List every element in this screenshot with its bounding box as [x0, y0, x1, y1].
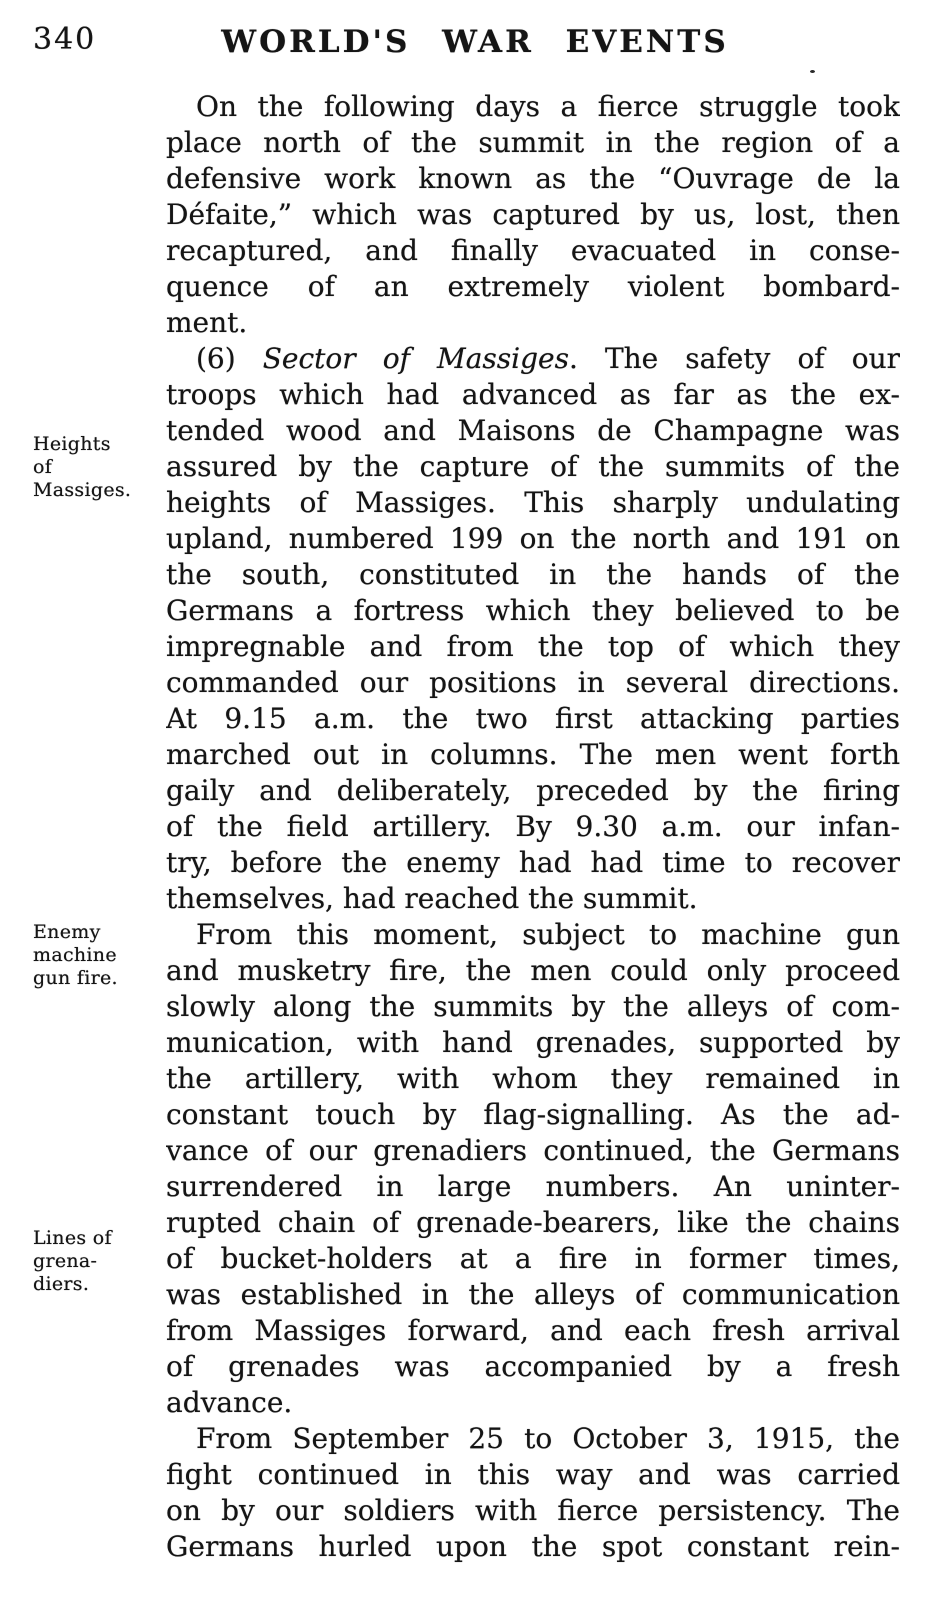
sidenote-line: Heights — [33, 433, 111, 455]
scan-artifact — [810, 70, 815, 73]
text-line: gaily and deliberately, preceded by the firing — [166, 774, 900, 807]
text-line: recaptured, and finally evacuated in conse- — [166, 234, 900, 267]
text-line: quence of an extremely violent bombard- — [166, 270, 900, 303]
running-title: WORLD'S WAR EVENTS — [221, 24, 729, 60]
text-line: ment. — [166, 306, 248, 339]
text-line: constant touch by flag-signalling. As the ad- — [166, 1098, 900, 1131]
text-line: On the following days a fierce struggle took — [196, 90, 900, 123]
sidenote-line: diers. — [33, 1273, 90, 1295]
text-line: Défaite,” which was captured by us, lost, then — [166, 198, 900, 231]
sidenote-line: Massiges. — [33, 479, 132, 501]
paragraph — [166, 89, 900, 341]
text-line: At 9.15 a.m. the two first attacking parties — [166, 702, 900, 735]
sidenote-line: of — [33, 456, 53, 478]
text-line: fight continued in this way and was carried — [166, 1458, 900, 1491]
text-line: rupted chain of grenade-bearers, like the chains — [166, 1206, 900, 1239]
text-line: From this moment, subject to machine gun — [196, 918, 900, 951]
text-segment: (6) — [196, 342, 263, 375]
text-line: marched out in columns. The men went forth — [166, 738, 900, 771]
text-line: slowly along the summits by the alleys of com- — [166, 990, 900, 1023]
text-line: From September 25 to October 3, 1915, the — [196, 1422, 900, 1455]
text-line: impregnable and from the top of which they — [166, 630, 900, 663]
sidenote-line: gun fire. — [33, 967, 118, 989]
paragraph — [166, 341, 900, 917]
text-line: troops which had advanced as far as the ex- — [166, 378, 900, 411]
text-line: defensive work known as the “Ouvrage de la — [166, 162, 900, 195]
sidenote-line: Lines of — [33, 1227, 112, 1249]
sidenote-line: Enemy — [33, 921, 101, 943]
sidenote-lines-of-grenadiers — [33, 1227, 165, 1296]
text-line: vance of our grenadiers continued, the Germans — [166, 1134, 900, 1167]
italic-text: Sector of Massiges — [262, 342, 569, 375]
text-line: commanded our positions in several directions. — [166, 666, 900, 699]
text-line: try, before the enemy had had time to recover — [166, 846, 900, 879]
sidenote-line: grena- — [33, 1250, 98, 1272]
text-line: munication, with hand grenades, supported by — [166, 1026, 900, 1059]
text-line: assured by the capture of the summits of the — [166, 450, 900, 483]
text-line: upland, numbered 199 on the north and 191 on — [166, 522, 900, 555]
sidenote-enemy-machine-gun-fire — [33, 921, 165, 990]
text-line: Germans hurled upon the spot constant rein- — [166, 1530, 900, 1563]
text-line: and musketry fire, the men could only proceed — [166, 954, 900, 987]
paragraph — [166, 917, 900, 1421]
text-line: themselves, had reached the summit. — [166, 882, 698, 915]
text-line: the artillery, with whom they remained in — [166, 1062, 900, 1095]
text-line: of grenades was accompanied by a fresh — [166, 1350, 900, 1383]
text-segment: . The safety of our — [568, 342, 900, 375]
text-line: of bucket-holders at a fire in former times, — [166, 1242, 900, 1275]
text-line: heights of Massiges. This sharply undulating — [166, 486, 900, 519]
sidenote-heights-of-massiges — [33, 433, 165, 502]
text-line: on by our soldiers with fierce persistency. The — [166, 1494, 900, 1527]
text-line: of the field artillery. By 9.30 a.m. our infan- — [166, 810, 900, 843]
page-number: 340 — [33, 22, 97, 57]
text-line: Germans a fortress which they believed to be — [166, 594, 900, 627]
text-line: surrendered in large numbers. An uninter- — [166, 1170, 900, 1203]
text-line: the south, constituted in the hands of the — [166, 558, 900, 591]
text-line: was established in the alleys of communication — [166, 1278, 900, 1311]
text-line: tended wood and Maisons de Champagne was — [166, 414, 900, 447]
sidenote-line: machine — [33, 944, 117, 966]
text-line — [166, 341, 900, 377]
paragraph — [166, 1421, 900, 1565]
text-line: place north of the summit in the region of a — [166, 126, 900, 159]
text-line: advance. — [166, 1386, 293, 1419]
text-line: from Massiges forward, and each fresh arrival — [166, 1314, 900, 1347]
text-body — [166, 89, 900, 1565]
